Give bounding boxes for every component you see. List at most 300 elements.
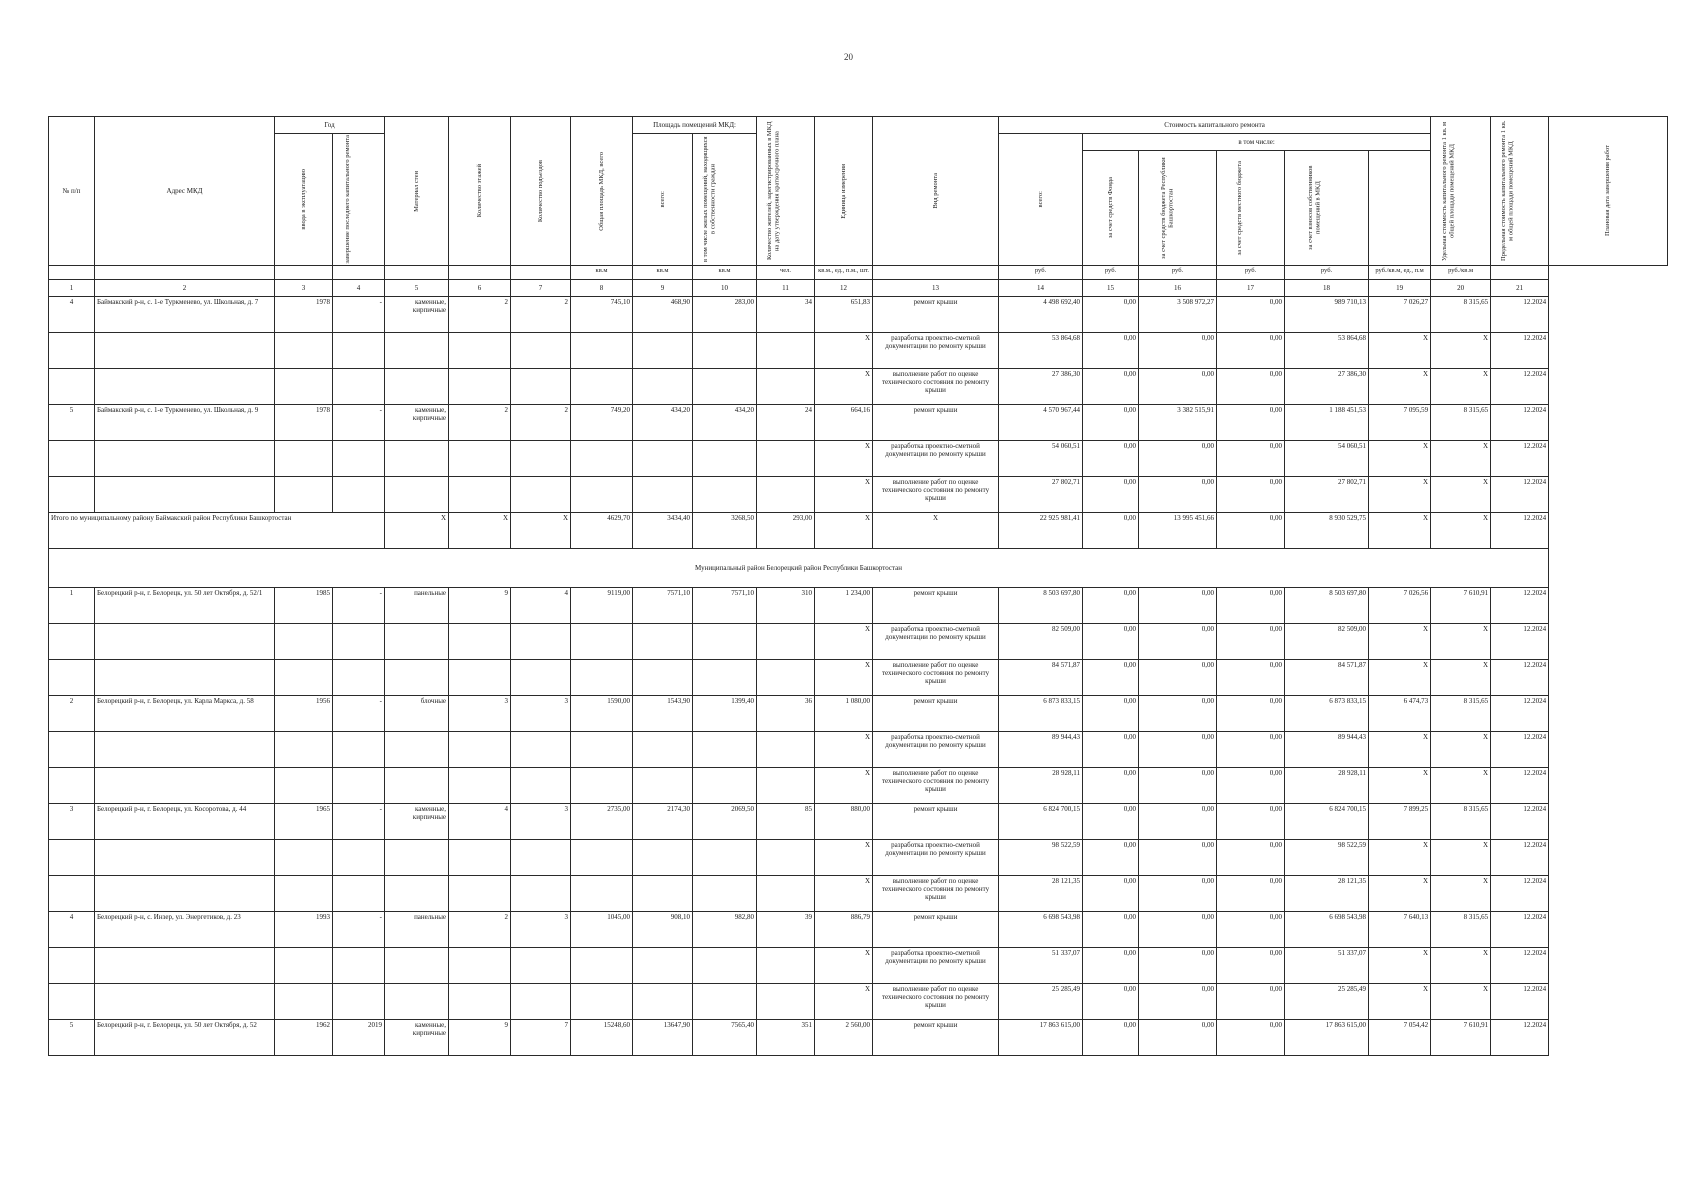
cell-c16: 0,00 [1139, 948, 1217, 984]
cell-fl [449, 840, 511, 876]
header-year-last-repair: завершение последнего капитального ремонта [333, 134, 385, 266]
cell-a10 [693, 477, 757, 513]
cell-addr [95, 840, 275, 876]
cell-c19: X [1369, 984, 1431, 1020]
work-row [49, 840, 1668, 876]
cell-w: выполнение работ по оценке технического состояния по ремонту крыши [873, 369, 999, 405]
units-row [49, 266, 1668, 280]
unit-cell [95, 266, 275, 280]
work-row [49, 768, 1668, 804]
cell-c14: 51 337,07 [999, 948, 1083, 984]
cell-a8 [571, 441, 633, 477]
cell-a10: 7565,40 [693, 1020, 757, 1056]
cell-mat [385, 948, 449, 984]
cell-y1 [275, 876, 333, 912]
cell-a9 [633, 876, 693, 912]
cell-y1 [275, 732, 333, 768]
cell-a8: 745,10 [571, 297, 633, 333]
cell-y2: - [333, 588, 385, 624]
cell-a9 [633, 948, 693, 984]
cell-addr [95, 984, 275, 1020]
unit-cell [873, 266, 999, 280]
cell-w: ремонт крыши [873, 297, 999, 333]
cell-c15: 0,00 [1083, 732, 1139, 768]
cell-fl: 9 [449, 588, 511, 624]
cell-addr [95, 333, 275, 369]
cell-no: 1 [49, 588, 95, 624]
cell-c18: 82 509,00 [1285, 624, 1369, 660]
cell-y1: 1962 [275, 1020, 333, 1056]
work-row [49, 624, 1668, 660]
cell-c16: 0,00 [1139, 804, 1217, 840]
cell-a10: 7571,10 [693, 588, 757, 624]
cell-c17: 0,00 [1217, 768, 1285, 804]
cell-c17: 0,00 [1217, 732, 1285, 768]
work-row [49, 876, 1668, 912]
cell-no [49, 441, 95, 477]
cell-a9 [633, 732, 693, 768]
cell-a10: 283,00 [693, 297, 757, 333]
cell-c18: 89 944,43 [1285, 732, 1369, 768]
table-body [49, 297, 1668, 1056]
cell-y2: - [333, 405, 385, 441]
cell-a12: X [815, 441, 873, 477]
cell-a8 [571, 984, 633, 1020]
cell-no [49, 660, 95, 696]
cell-c21: 12.2024 [1491, 1020, 1549, 1056]
cell-en [511, 768, 571, 804]
work-row [49, 441, 1668, 477]
total-cell-c18: 8 930 529,75 [1285, 513, 1369, 549]
unit-cell: руб. [1217, 266, 1285, 280]
cell-c16: 0,00 [1139, 876, 1217, 912]
cell-c20: X [1431, 876, 1491, 912]
cell-mat: панельные [385, 912, 449, 948]
cell-a12: X [815, 369, 873, 405]
cell-c14: 27 802,71 [999, 477, 1083, 513]
cell-addr: Баймакский р-н, с. 1-е Туркменево, ул. Школьная, д. 9 [95, 405, 275, 441]
cell-a9: 2174,30 [633, 804, 693, 840]
unit-cell: руб. [1285, 266, 1369, 280]
cell-c20: X [1431, 477, 1491, 513]
column-number-cell: 6 [449, 280, 511, 297]
unit-cell: руб./кв.м, ед., п.м [1369, 266, 1431, 280]
cell-y2 [333, 441, 385, 477]
cell-a8 [571, 768, 633, 804]
header-unit: Единица измерения [815, 117, 873, 266]
cell-a11 [757, 768, 815, 804]
house-row [49, 405, 1668, 441]
cell-c14: 17 863 615,00 [999, 1020, 1083, 1056]
cell-w: ремонт крыши [873, 804, 999, 840]
total-cell-c21: 12.2024 [1491, 513, 1549, 549]
cell-c15: 0,00 [1083, 912, 1139, 948]
column-number-cell: 18 [1285, 280, 1369, 297]
cell-c15: 0,00 [1083, 660, 1139, 696]
cell-a8: 1590,00 [571, 696, 633, 732]
house-row [49, 1020, 1668, 1056]
total-cell-c19: X [1369, 513, 1431, 549]
cell-fl [449, 333, 511, 369]
total-row [49, 513, 1668, 549]
unit-cell [1491, 266, 1549, 280]
cell-y1 [275, 660, 333, 696]
cell-a10 [693, 624, 757, 660]
cell-c21: 12.2024 [1491, 405, 1549, 441]
cell-c15: 0,00 [1083, 441, 1139, 477]
column-number-cell: 21 [1491, 280, 1549, 297]
cell-w: выполнение работ по оценке технического состояния по ремонту крыши [873, 660, 999, 696]
cell-no [49, 477, 95, 513]
cell-no [49, 768, 95, 804]
cell-fl [449, 660, 511, 696]
cell-a12: 2 560,00 [815, 1020, 873, 1056]
cell-c17: 0,00 [1217, 405, 1285, 441]
cell-a12: X [815, 624, 873, 660]
column-number-cell: 4 [333, 280, 385, 297]
header-unit-cost: Удельная стоимость капитального ремонта 1 кв. м общей площади помещений МКД [1431, 117, 1491, 266]
cell-y2: - [333, 912, 385, 948]
cell-c21: 12.2024 [1491, 948, 1549, 984]
cell-a10 [693, 876, 757, 912]
cell-addr [95, 768, 275, 804]
unit-cell [449, 266, 511, 280]
cell-a11 [757, 441, 815, 477]
header-area-total: всего: [633, 134, 693, 266]
cell-c20: X [1431, 984, 1491, 1020]
cell-c18: 84 571,87 [1285, 660, 1369, 696]
cell-w: ремонт крыши [873, 912, 999, 948]
cell-addr [95, 441, 275, 477]
header-cost-owners: за счет взносов собственников помещений в МКД [1285, 151, 1369, 266]
cell-c14: 28 121,35 [999, 876, 1083, 912]
cell-c14: 27 386,30 [999, 369, 1083, 405]
cell-a11 [757, 876, 815, 912]
column-number-cell: 19 [1369, 280, 1431, 297]
cell-c15: 0,00 [1083, 840, 1139, 876]
cell-c19: 6 474,73 [1369, 696, 1431, 732]
total-cell-w: X [873, 513, 999, 549]
cell-c19: X [1369, 948, 1431, 984]
cell-a8 [571, 333, 633, 369]
cell-a10 [693, 840, 757, 876]
column-number-cell: 16 [1139, 280, 1217, 297]
cell-y1 [275, 369, 333, 405]
cell-a9 [633, 840, 693, 876]
column-number-cell: 2 [95, 280, 275, 297]
cell-c21: 12.2024 [1491, 588, 1549, 624]
house-row [49, 588, 1668, 624]
cell-fl [449, 984, 511, 1020]
cell-no [49, 333, 95, 369]
cell-c14: 89 944,43 [999, 732, 1083, 768]
cell-a11 [757, 660, 815, 696]
cell-c21: 12.2024 [1491, 333, 1549, 369]
header-floors: Количество этажей [449, 117, 511, 266]
cell-c20: X [1431, 768, 1491, 804]
cell-a8: 2735,00 [571, 804, 633, 840]
column-number-cell: 3 [275, 280, 333, 297]
column-number-cell: 1 [49, 280, 95, 297]
work-row [49, 984, 1668, 1020]
cell-w: ремонт крыши [873, 405, 999, 441]
cell-no: 3 [49, 804, 95, 840]
cell-mat: каменные, кирпичные [385, 804, 449, 840]
cell-c16: 0,00 [1139, 768, 1217, 804]
cell-a9 [633, 984, 693, 1020]
cell-c19: X [1369, 441, 1431, 477]
column-number-cell: 14 [999, 280, 1083, 297]
cell-y1 [275, 477, 333, 513]
cell-a11: 34 [757, 297, 815, 333]
cell-w: ремонт крыши [873, 588, 999, 624]
cell-fl [449, 477, 511, 513]
total-cell-en: X [511, 513, 571, 549]
cell-addr [95, 369, 275, 405]
cell-y1: 1993 [275, 912, 333, 948]
cell-mat [385, 840, 449, 876]
header-cost-republic: за счет средств бюджета Республики Башкортостан [1139, 151, 1217, 266]
cell-c17: 0,00 [1217, 984, 1285, 1020]
column-number-cell: 15 [1083, 280, 1139, 297]
cell-a9: 468,90 [633, 297, 693, 333]
house-row [49, 297, 1668, 333]
cell-c16: 0,00 [1139, 477, 1217, 513]
cell-w: разработка проектно-сметной документации по ремонту крыши [873, 333, 999, 369]
cell-a11 [757, 984, 815, 1020]
cell-en [511, 333, 571, 369]
total-cell-c14: 22 925 981,41 [999, 513, 1083, 549]
cell-c20: 8 315,65 [1431, 804, 1491, 840]
unit-cell [385, 266, 449, 280]
cell-c19: 7 899,25 [1369, 804, 1431, 840]
cell-c16: 0,00 [1139, 732, 1217, 768]
unit-cell: чел. [757, 266, 815, 280]
cell-en [511, 369, 571, 405]
cell-a12: 880,00 [815, 804, 873, 840]
cell-y2 [333, 876, 385, 912]
cell-mat [385, 477, 449, 513]
cell-y2 [333, 984, 385, 1020]
cell-w: выполнение работ по оценке технического состояния по ремонту крыши [873, 768, 999, 804]
cell-a9 [633, 441, 693, 477]
cell-no [49, 369, 95, 405]
cell-no [49, 876, 95, 912]
cell-c18: 27 386,30 [1285, 369, 1369, 405]
cell-c15: 0,00 [1083, 477, 1139, 513]
cell-a11 [757, 840, 815, 876]
cell-fl [449, 369, 511, 405]
column-number-cell: 8 [571, 280, 633, 297]
cell-a10 [693, 660, 757, 696]
unit-cell [333, 266, 385, 280]
cell-a12: X [815, 477, 873, 513]
cell-y1 [275, 768, 333, 804]
cell-w: ремонт крыши [873, 696, 999, 732]
cell-c17: 0,00 [1217, 1020, 1285, 1056]
cell-y2 [333, 477, 385, 513]
cell-y2 [333, 333, 385, 369]
page-number: 20 [844, 52, 853, 62]
cell-c18: 53 864,68 [1285, 333, 1369, 369]
cell-a8 [571, 660, 633, 696]
cell-c16: 3 508 972,27 [1139, 297, 1217, 333]
cell-no: 5 [49, 1020, 95, 1056]
cell-a8 [571, 948, 633, 984]
cell-fl [449, 624, 511, 660]
cell-a10 [693, 333, 757, 369]
cell-c15: 0,00 [1083, 984, 1139, 1020]
cell-w: разработка проектно-сметной документации по ремонту крыши [873, 732, 999, 768]
header-wall-material: Материал стен [385, 117, 449, 266]
cell-a11 [757, 948, 815, 984]
header-planned-date: Плановая дата завершения работ [1549, 117, 1668, 266]
cell-a12: X [815, 984, 873, 1020]
cell-en: 3 [511, 804, 571, 840]
cell-a12: 1 080,00 [815, 696, 873, 732]
cell-c20: 8 315,65 [1431, 696, 1491, 732]
cell-y2 [333, 660, 385, 696]
total-cell-c17: 0,00 [1217, 513, 1285, 549]
cell-w: разработка проектно-сметной документации по ремонту крыши [873, 840, 999, 876]
cell-c19: X [1369, 840, 1431, 876]
cell-fl [449, 876, 511, 912]
cell-c14: 6 824 700,15 [999, 804, 1083, 840]
cell-a8 [571, 477, 633, 513]
cell-a12: X [815, 948, 873, 984]
cell-c15: 0,00 [1083, 948, 1139, 984]
cell-c19: 7 026,27 [1369, 297, 1431, 333]
cell-c17: 0,00 [1217, 696, 1285, 732]
header-area-group: Площадь помещений МКД: [633, 117, 757, 134]
column-number-cell: 17 [1217, 280, 1285, 297]
cell-mat [385, 441, 449, 477]
cell-a10: 434,20 [693, 405, 757, 441]
cell-c15: 0,00 [1083, 696, 1139, 732]
cell-a9 [633, 660, 693, 696]
header-residents: Количество жителей, зарегистрированных в МКД на дату утверждения краткосрочного плана [757, 117, 815, 266]
cell-c18: 17 863 615,00 [1285, 1020, 1369, 1056]
cell-a8 [571, 840, 633, 876]
house-row [49, 804, 1668, 840]
cell-mat [385, 369, 449, 405]
cell-c16: 0,00 [1139, 840, 1217, 876]
cell-c16: 0,00 [1139, 696, 1217, 732]
cell-en [511, 948, 571, 984]
header-year-group: Год [275, 117, 385, 134]
cell-c14: 4 570 967,44 [999, 405, 1083, 441]
cell-addr [95, 624, 275, 660]
cell-c15: 0,00 [1083, 768, 1139, 804]
cell-c20: X [1431, 441, 1491, 477]
cell-y1: 1965 [275, 804, 333, 840]
column-number-cell: 5 [385, 280, 449, 297]
cell-y1 [275, 948, 333, 984]
cell-no: 4 [49, 297, 95, 333]
cell-y2: - [333, 804, 385, 840]
cell-c21: 12.2024 [1491, 876, 1549, 912]
cell-a8: 9119,00 [571, 588, 633, 624]
cell-y2: - [333, 297, 385, 333]
total-cell-c20: X [1431, 513, 1491, 549]
cell-a9 [633, 369, 693, 405]
cell-mat [385, 876, 449, 912]
cell-en [511, 732, 571, 768]
cell-c18: 6 698 543,98 [1285, 912, 1369, 948]
work-row [49, 948, 1668, 984]
cell-c15: 0,00 [1083, 405, 1139, 441]
column-numbers-row [49, 280, 1668, 297]
cell-c14: 82 509,00 [999, 624, 1083, 660]
cell-a12: X [815, 840, 873, 876]
cell-c19: X [1369, 660, 1431, 696]
cell-w: разработка проектно-сметной документации по ремонту крыши [873, 948, 999, 984]
cell-c16: 0,00 [1139, 984, 1217, 1020]
cell-a8 [571, 624, 633, 660]
cell-c21: 12.2024 [1491, 912, 1549, 948]
cell-a9: 1543,90 [633, 696, 693, 732]
cell-c14: 28 928,11 [999, 768, 1083, 804]
cell-no: 2 [49, 696, 95, 732]
cell-no [49, 624, 95, 660]
cell-c17: 0,00 [1217, 804, 1285, 840]
cell-y2 [333, 840, 385, 876]
cell-mat [385, 768, 449, 804]
cell-no [49, 840, 95, 876]
cell-c21: 12.2024 [1491, 696, 1549, 732]
cell-a12: 886,79 [815, 912, 873, 948]
cell-c15: 0,00 [1083, 297, 1139, 333]
cell-c14: 6 873 833,15 [999, 696, 1083, 732]
cell-a12: X [815, 660, 873, 696]
column-number-cell: 11 [757, 280, 815, 297]
cell-c17: 0,00 [1217, 333, 1285, 369]
cell-a11: 36 [757, 696, 815, 732]
unit-cell: кв.м [571, 266, 633, 280]
cell-c18: 28 928,11 [1285, 768, 1369, 804]
cell-c15: 0,00 [1083, 804, 1139, 840]
cell-y2 [333, 948, 385, 984]
header-total-area: Общая площадь МКД, всего [571, 117, 633, 266]
total-cell-mat: X [385, 513, 449, 549]
cell-c14: 53 864,68 [999, 333, 1083, 369]
cell-en [511, 624, 571, 660]
cell-a9: 908,10 [633, 912, 693, 948]
cell-y1 [275, 333, 333, 369]
work-row [49, 660, 1668, 696]
cell-a9 [633, 768, 693, 804]
capital-repair-table [48, 116, 1668, 1056]
cell-c16: 0,00 [1139, 1020, 1217, 1056]
cell-y2 [333, 732, 385, 768]
cell-c17: 0,00 [1217, 441, 1285, 477]
unit-cell: руб. [999, 266, 1083, 280]
cell-no: 4 [49, 912, 95, 948]
cell-fl: 3 [449, 696, 511, 732]
total-label: Итого по муниципальному району Баймакский район Республики Башкортостан [49, 513, 385, 549]
cell-fl: 9 [449, 1020, 511, 1056]
cell-en [511, 477, 571, 513]
cell-mat [385, 732, 449, 768]
cell-a10 [693, 369, 757, 405]
cell-c21: 12.2024 [1491, 477, 1549, 513]
cell-addr: Белорецкий р-н, г. Белорецк, ул. Карла Маркса, д. 58 [95, 696, 275, 732]
cell-a11: 85 [757, 804, 815, 840]
cell-c14: 25 285,49 [999, 984, 1083, 1020]
cell-c17: 0,00 [1217, 588, 1285, 624]
unit-cell: кв.м [633, 266, 693, 280]
cell-a10 [693, 984, 757, 1020]
